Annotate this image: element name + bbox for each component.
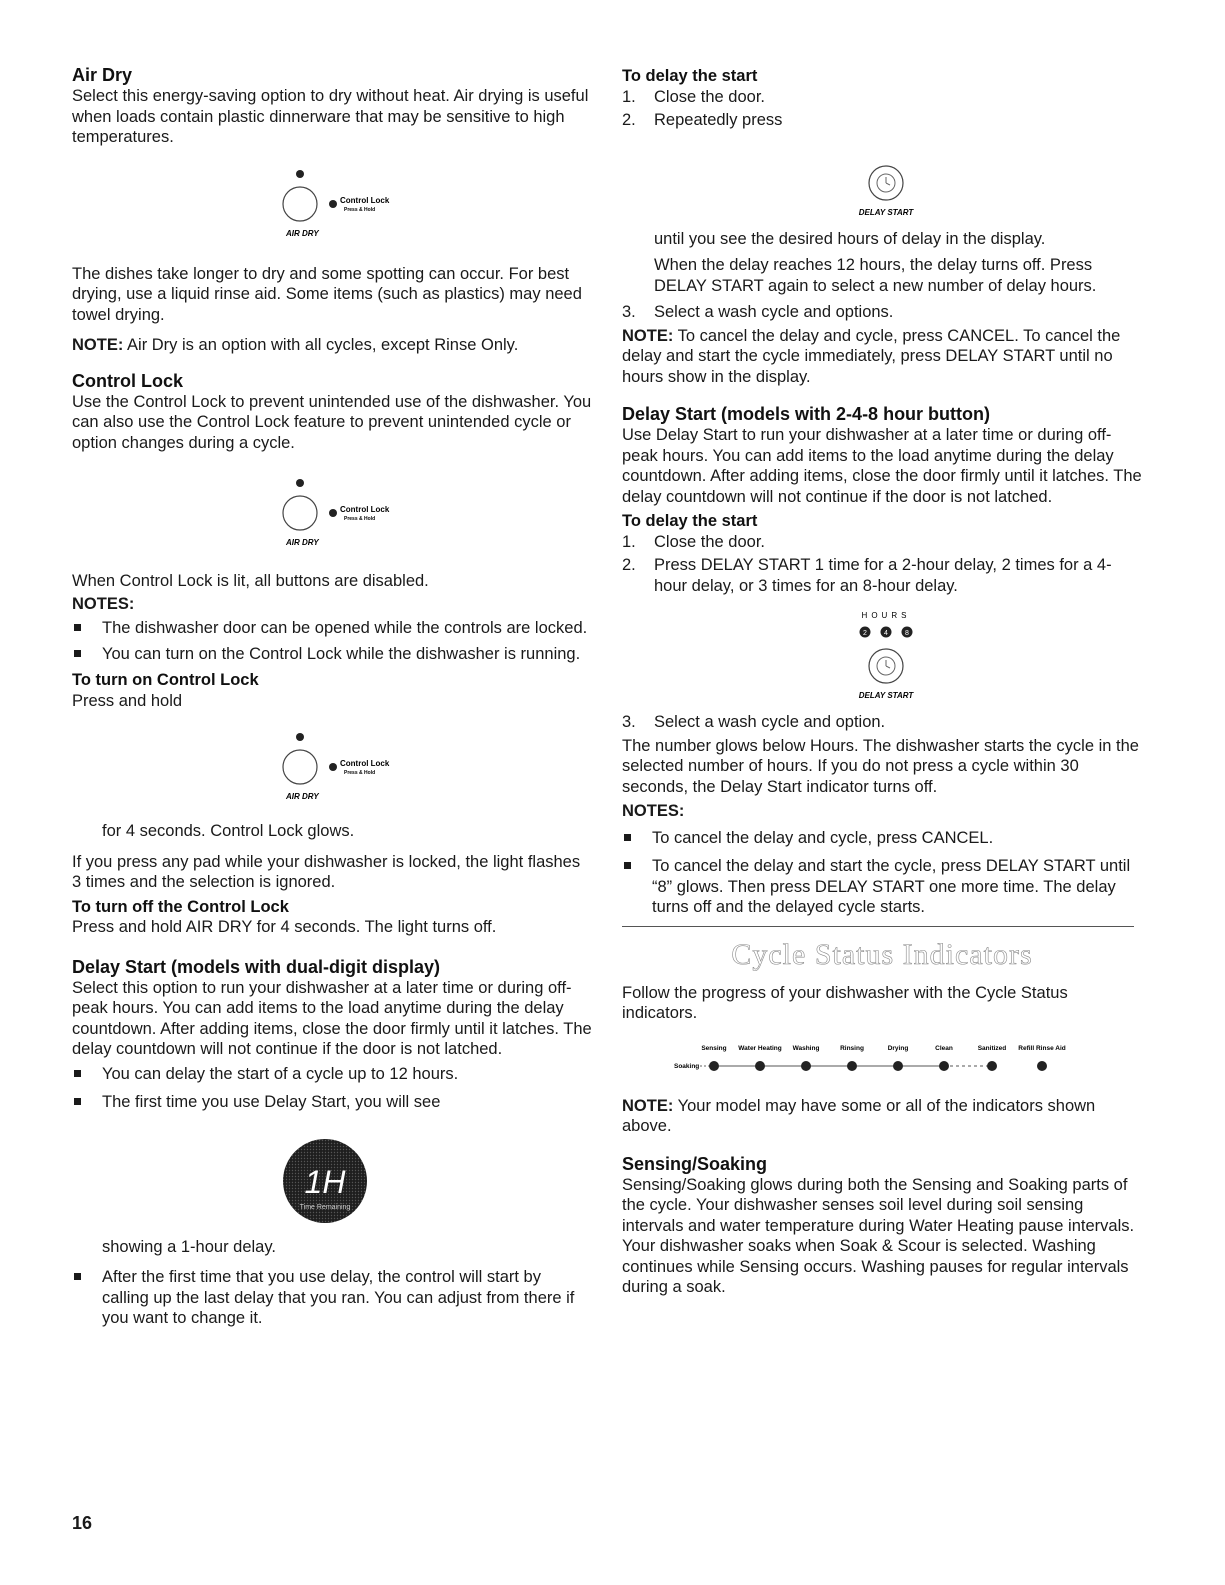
list-item: You can delay the start of a cycle up to 12 hours. — [72, 1064, 592, 1085]
section-divider — [622, 926, 1134, 927]
showing-text: showing a 1-hour delay. — [102, 1237, 276, 1256]
list-item: 1. Close the door. — [622, 532, 765, 551]
list-item: You can turn on the Control Lock while the dishwasher is running. — [72, 644, 592, 665]
control-lock-heading: Control Lock — [72, 370, 183, 391]
svg-text:Refill Rinse Aid: Refill Rinse Aid — [1018, 1044, 1066, 1052]
svg-text:Control Lock: Control Lock — [340, 759, 390, 768]
control-lock-lit-text: When Control Lock is lit, all buttons are disabled. — [72, 572, 429, 590]
delay-start-heading: To delay the start — [622, 67, 758, 85]
air-dry-body: The dishes take longer to dry and some spotting can occur. For best drying, use a liquid rinse aid. Some items (such as plastics) may need towel drying. — [72, 264, 582, 324]
control-lock-button-figure — [72, 467, 592, 567]
display-1h-icon — [72, 1133, 592, 1233]
turn-on-text: Press and hold — [72, 691, 183, 710]
delay-248-intro: Use Delay Start to run your dishwasher at a later time or during off-peak hours. You can add items to the load anytime during the delay countdown. After adding items, close the door firmly until it latches. The delay countdown will not continue if the door is not latched. — [622, 426, 1142, 506]
control-lock-intro: Use the Control Lock to prevent unintended use of the dishwasher. You can also use the Control Lock feature to prevent unintended cycle or option changes during a cycle. — [72, 392, 592, 452]
right-column — [622, 64, 1142, 1298]
list-item: 1. Close the door. — [622, 87, 765, 106]
svg-text:4: 4 — [884, 630, 888, 637]
hours-figure — [622, 606, 1142, 712]
delay-dual-heading: Delay Start (models with dual-digit display) — [72, 956, 441, 977]
svg-text:Clean: Clean — [935, 1044, 953, 1052]
svg-text:Rinsing: Rinsing — [840, 1044, 864, 1052]
list-item: After the first time that you use delay, the control will start by calling up the last delay that you ran. You can adjust from there if you want to change it. — [72, 1267, 592, 1329]
svg-text:AIR DRY: AIR DRY — [286, 538, 319, 547]
list-item: To cancel the delay and start the cycle, press DELAY START until “8” glows. Then press DELAY START one more time. The delay turns off and the delayed cycle starts. — [622, 856, 1142, 918]
svg-text:8: 8 — [905, 630, 909, 637]
svg-text:Washing: Washing — [792, 1044, 820, 1052]
delay-248-step3 — [622, 712, 1142, 733]
left-column — [72, 64, 592, 1334]
air-dry-heading: Air Dry — [72, 65, 133, 85]
air-dry-intro: Select this energy-saving option to dry without heat. Air drying is useful when loads contain plastic dinnerware that may be sensitive to high temperatures. — [72, 87, 589, 146]
list-item: The dishwasher door can be opened while the controls are locked. — [72, 618, 592, 639]
turn-off-heading: To turn off the Control Lock — [72, 897, 289, 916]
reach-text: When the delay reaches 12 hours, the delay turns off. Press DELAY START again to select a new number of delay hours. — [654, 256, 1097, 295]
svg-text:Press & Hold: Press & Hold — [344, 516, 376, 522]
sensing-text: Sensing/Soaking glows during both the Sensing and Soaking parts of the cycle. Your dishwasher senses soil level during soil sensing intervals and water temperature during Water Heating pause intervals. Your dishwasher soaks when Soak & Scour is selected. Washing continues while Sensing occurs. Washing pauses for regular intervals during a soak. — [622, 1175, 1135, 1296]
svg-text:2: 2 — [863, 630, 867, 637]
cycle-status-heading: Cycle Status Indicators — [731, 937, 1033, 971]
delay-start-steps — [622, 87, 1142, 131]
delay-248-subheading: To delay the start — [622, 512, 758, 530]
until-text: until you see the desired hours of delay in the display. — [654, 229, 1046, 248]
svg-text:Press & Hold: Press & Hold — [344, 206, 376, 213]
locked-text: If you press any pad while your dishwasher is locked, the light flashes 3 times and the selection is ignored. — [72, 852, 581, 891]
air-dry-note: NOTE: Air Dry is an option with all cycles, except Rinse Only. — [72, 336, 519, 354]
delay-start-step3 — [622, 302, 1142, 323]
list-item: 3. Select a wash cycle and options. — [622, 303, 894, 321]
page-number: 16 — [72, 1513, 93, 1533]
delay-start-button-figure — [622, 145, 1142, 229]
four-seconds-text: for 4 seconds. Control Lock glows. — [102, 822, 355, 840]
delay-start-clock-icon — [622, 145, 1142, 229]
list-item: 3. Select a wash cycle and option. — [622, 713, 886, 731]
svg-text:Control Lock: Control Lock — [340, 195, 390, 205]
svg-text:Press & Hold: Press & Hold — [344, 770, 376, 776]
turn-off-text: Press and hold AIR DRY for 4 seconds. The light turns off. — [72, 918, 497, 936]
cycle-status-indicators-icon — [622, 1036, 1142, 1088]
glow-text: The number glows below Hours. The dishwasher starts the cycle in the selected number of hours. If you do not press a cycle within 30 seconds, the Delay Start indicator turns off. — [622, 736, 1139, 796]
control-lock-notes-label: NOTES: — [72, 594, 135, 613]
list-item: 2. Press DELAY START 1 time for a 2-hour delay, 2 times for a 4-hour delay, or 3 times for an 8-hour delay. — [622, 556, 1112, 595]
cycle-status-figure — [622, 1036, 1142, 1088]
svg-text:HOURS: HOURS — [861, 611, 911, 620]
delay-248-heading: Delay Start (models with 2-4-8 hour button) — [622, 404, 991, 424]
svg-text:Soaking: Soaking — [674, 1062, 700, 1070]
svg-text:Time Remaining: Time Remaining — [299, 1203, 351, 1211]
control-lock-notes — [72, 618, 592, 664]
press-hold-button-figure — [72, 721, 592, 821]
svg-text:AIR DRY: AIR DRY — [286, 228, 319, 238]
air-dry-button-figure — [72, 164, 592, 260]
delay-dual-bullets — [72, 1064, 592, 1113]
list-item: 2. Repeatedly press — [622, 111, 783, 129]
svg-text:Drying: Drying — [887, 1044, 909, 1052]
delay-start-note: NOTE: To cancel the delay and cycle, press CANCEL. To cancel the delay and start the cycle immediately, press DELAY START until no hours show in the display. — [622, 326, 1121, 386]
svg-text:Sanitized: Sanitized — [977, 1044, 1007, 1052]
hours-delay-icon — [622, 606, 1142, 712]
svg-text:DELAY START: DELAY START — [858, 691, 914, 700]
sensing-heading: Sensing/Soaking — [622, 1153, 768, 1174]
cycle-status-intro: Follow the progress of your dishwasher with the Cycle Status indicators. — [622, 983, 1068, 1022]
control-lock-button-icon — [72, 467, 592, 567]
delay-dual-last-bullet — [72, 1267, 592, 1329]
air-dry-button-icon — [72, 164, 592, 260]
cycle-status-note: NOTE: Your model may have some or all of the indicators shown above. — [622, 1096, 1096, 1135]
list-item: To cancel the delay and cycle, press CANCEL. — [622, 828, 1142, 849]
delay-248-notes-label: NOTES: — [622, 802, 685, 820]
delay-248-notes — [622, 828, 1142, 918]
svg-text:Water Heating: Water Heating — [738, 1044, 782, 1052]
svg-text:Sensing: Sensing — [701, 1044, 727, 1052]
delay-248-steps — [622, 532, 1142, 597]
svg-text:Control Lock: Control Lock — [340, 505, 390, 514]
svg-text:AIR DRY: AIR DRY — [286, 792, 319, 801]
press-hold-button-icon — [72, 721, 592, 821]
delay-dual-intro: Select this option to run your dishwasher at a later time or during off-peak hours. You can add items to the load anytime during the delay countdown. After adding items, close the door firmly until it latches. The delay countdown will not continue if the door is not latched. — [72, 978, 592, 1058]
list-item: The first time you use Delay Start, you will see — [72, 1092, 592, 1113]
turn-on-heading: To turn on Control Lock — [72, 671, 259, 689]
svg-text:1H: 1H — [304, 1163, 346, 1200]
display-figure — [72, 1133, 592, 1233]
svg-text:DELAY START: DELAY START — [858, 207, 914, 217]
